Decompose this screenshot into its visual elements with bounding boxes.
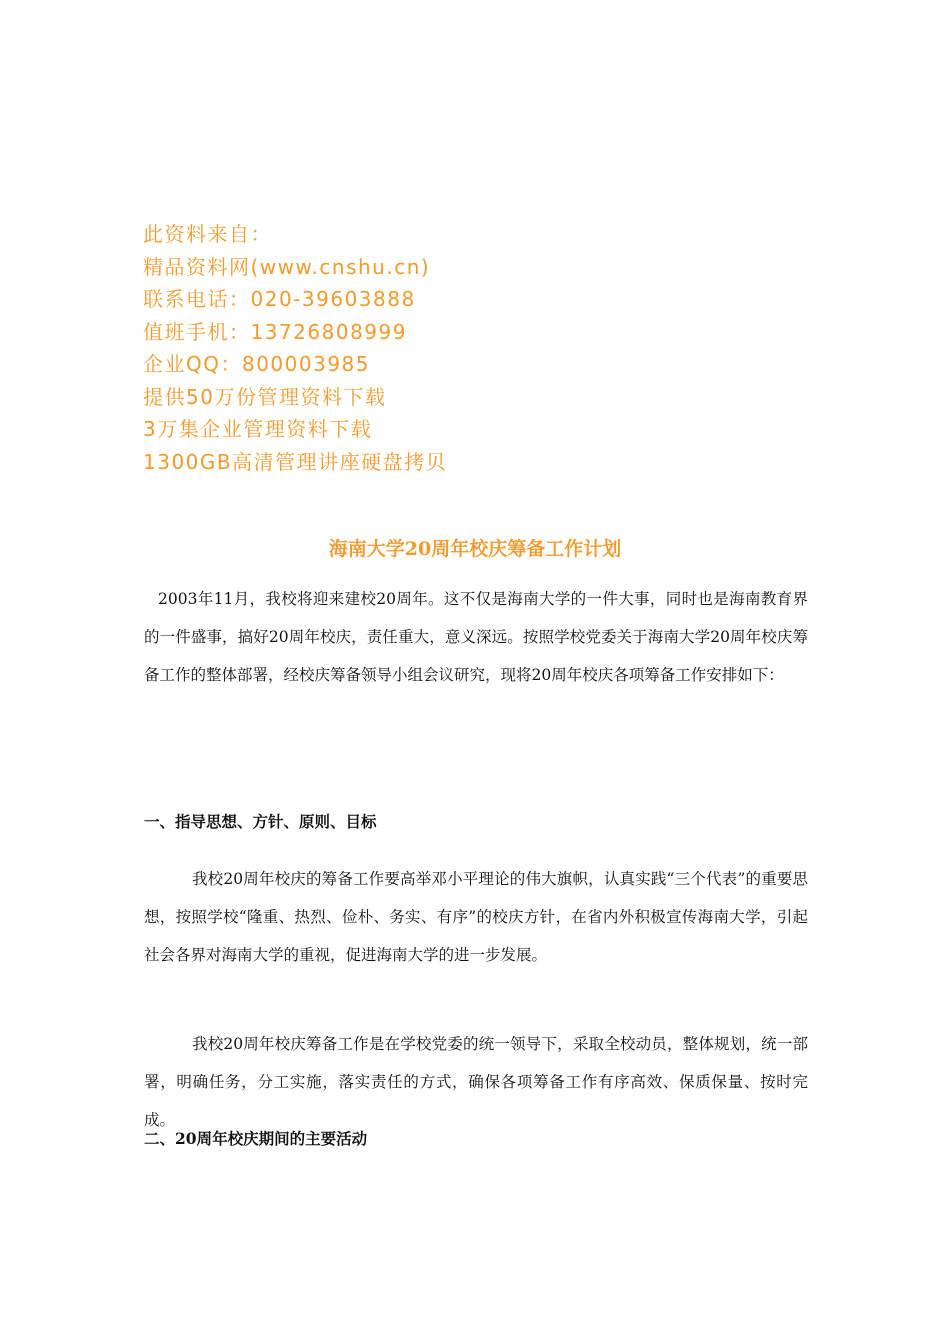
document-title: 海南大学20周年校庆筹备工作计划 [328,538,622,560]
qq-line: 企业QQ：800003985 [143,352,371,376]
source-info-block [143,218,447,478]
section-heading-1: 一、指导思想、方针、原则、目标 [144,812,377,831]
website-line: 精品资料网(www.cnshu.cn) [143,254,431,279]
offer-line-3: 1300GB高清管理讲座硬盘拷贝 [143,449,448,474]
intro-paragraph: 2003年11月，我校将迎来建校20周年。这不仅是海南大学的一件大事，同时也是海南教育界的一件盛事，搞好20周年校庆，责任重大，意义深远。按照学校党委关于海南大学20周年校庆筹备工作的整体部署，经校庆筹备领导小组会议研究，现将20周年校庆各项筹备工作安排如下： [144,590,808,684]
mobile-line: 值班手机：13726808999 [143,319,407,344]
offer-line-2: 3万集企业管理资料下载 [143,417,373,441]
section-heading-2: 二、20周年校庆期间的主要活动 [144,1129,368,1148]
phone-line: 联系电话：020-39603888 [143,287,416,311]
section1-paragraph-2: 我校20周年校庆筹备工作是在学校党委的统一领导下，采取全校动员，整体规划，统一部署，明确任务，分工实施，落实责任的方式，确保各项筹备工作有序高效、保质保量、按时完成。 [144,1035,808,1129]
section1-paragraph-1: 我校20周年校庆的筹备工作要高举邓小平理论的伟大旗帜，认真实践“三个代表”的重要思想，按照学校“隆重、热烈、俭朴、务实、有序”的校庆方针，在省内外积极宣传海南大学，引起社会各界对海南大学的重视，促进海南大学的进一步发展。 [144,870,808,964]
source-line: 此资料来自： [143,222,272,246]
offer-line-1: 提供50万份管理资料下载 [143,384,387,409]
